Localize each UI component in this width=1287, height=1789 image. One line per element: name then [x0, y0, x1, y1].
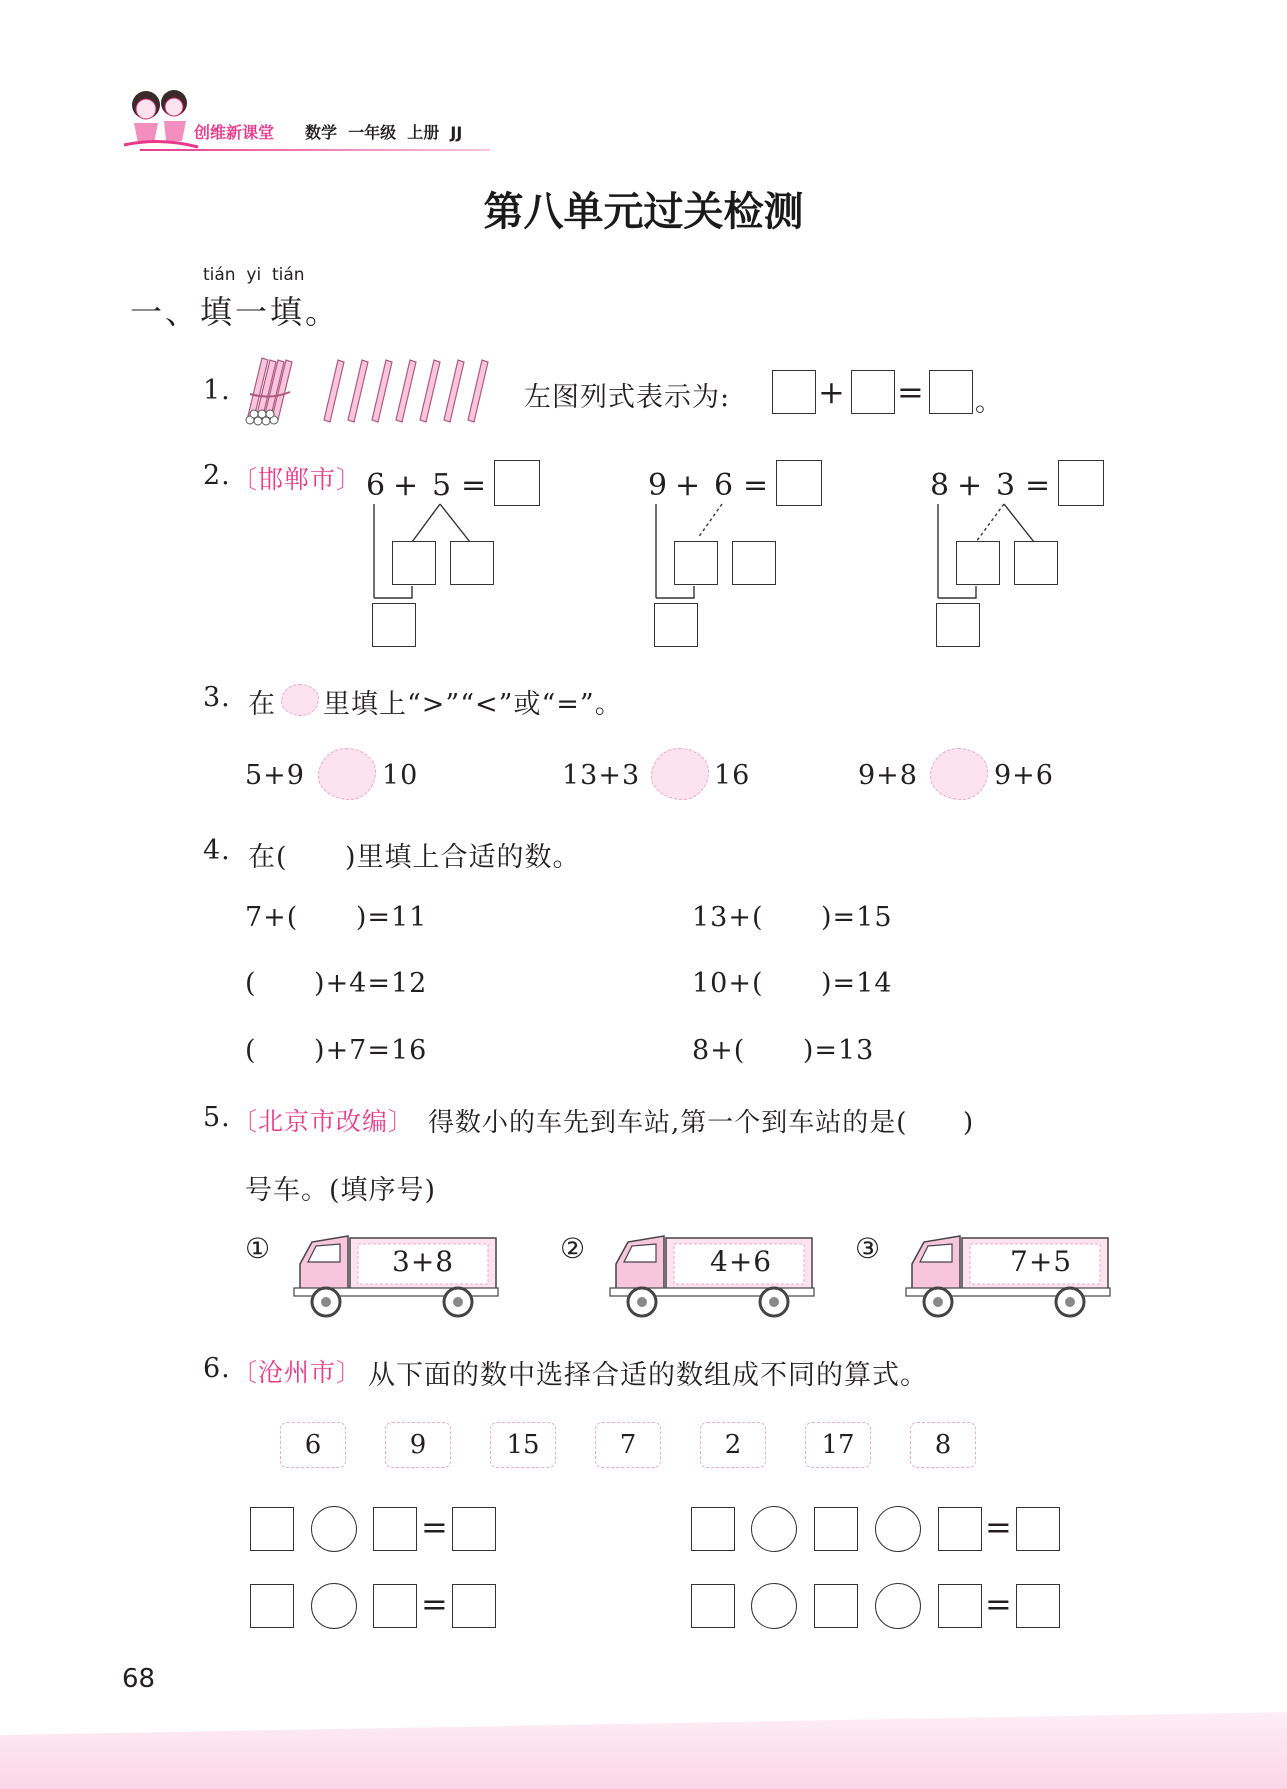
q5-text-2: 号车。(填序号) — [245, 1175, 437, 1206]
number-card-15: 15 — [490, 1422, 556, 1468]
number-card-2: 2 — [700, 1422, 766, 1468]
q5-tag: 〔北京市改编〕 — [232, 1107, 415, 1136]
q3-item-1-compare-slot[interactable] — [318, 748, 376, 800]
q2-item-2-split-box-b[interactable] — [732, 541, 776, 585]
q6-result-box[interactable] — [1016, 1584, 1060, 1628]
q6-operator-circle[interactable] — [311, 1583, 357, 1629]
q2-item-1-result-box[interactable] — [494, 460, 540, 506]
q2-item-3-eq: = — [1025, 468, 1052, 503]
q2-item-3-b: 3 — [996, 468, 1017, 503]
q6-equals: = — [985, 1508, 1013, 1546]
q4-item-2[interactable]: 13+( )=15 — [692, 902, 893, 933]
sticks-bundle-icon — [240, 352, 300, 428]
q6-box[interactable] — [814, 1507, 858, 1551]
q2-item-1-sum-box[interactable] — [372, 603, 416, 647]
q2-item-2-eq: = — [743, 468, 770, 503]
footer-band — [0, 1712, 1287, 1789]
q4-item-3[interactable]: ( )+4=12 — [245, 968, 428, 999]
q6-equals: = — [421, 1585, 449, 1623]
q3-item-3-left: 9+8 — [858, 760, 918, 791]
q4-number: 4. — [203, 835, 231, 866]
q4-item-1[interactable]: 7+( )=11 — [245, 902, 428, 933]
number-card-6: 6 — [280, 1422, 346, 1468]
q1-answer-box-2[interactable] — [851, 370, 895, 414]
q4-item-6[interactable]: 8+( )=13 — [692, 1035, 875, 1066]
q3-item-2-compare-slot[interactable] — [651, 748, 709, 800]
q3-text-post: 里填上“>”“<”或“=”。 — [323, 689, 623, 720]
q2-item-3-result-box[interactable] — [1058, 460, 1104, 506]
q6-text: 从下面的数中选择合适的数组成不同的算式。 — [368, 1360, 928, 1391]
number-card-8: 8 — [910, 1422, 976, 1468]
brand-name: 创维新课堂 — [194, 123, 275, 142]
q4-item-5[interactable]: ( )+7=16 — [245, 1035, 428, 1066]
q3-item-2-left: 13+3 — [562, 760, 641, 791]
q2-item-2-split-box-a[interactable] — [674, 541, 718, 585]
q6-tag: 〔沧州市〕 — [232, 1358, 363, 1387]
q6-box[interactable] — [691, 1584, 735, 1628]
q2-item-1-a: 6 — [366, 468, 387, 503]
q5-truck-1-expr: 3+8 — [392, 1245, 455, 1278]
q4-text: 在( )里填上合适的数。 — [248, 842, 581, 873]
q3-item-2-right: 16 — [714, 760, 751, 791]
q2-item-3-split-box-a[interactable] — [956, 541, 1000, 585]
header-rule — [140, 149, 490, 151]
q5-truck-2-expr: 4+6 — [710, 1245, 773, 1278]
q2-item-2-b: 6 — [714, 468, 735, 503]
q6-box[interactable] — [938, 1584, 982, 1628]
q6-box[interactable] — [250, 1507, 294, 1551]
q2-item-3-op: + — [957, 468, 984, 503]
single-sticks-icon — [322, 358, 494, 424]
q1-number: 1. — [203, 375, 231, 406]
q2-item-2-sum-box[interactable] — [654, 603, 698, 647]
q3-item-3-right: 9+6 — [994, 760, 1054, 791]
q6-operator-circle[interactable] — [751, 1506, 797, 1552]
q2-item-2-op: + — [675, 468, 702, 503]
q6-box[interactable] — [373, 1584, 417, 1628]
q6-result-box[interactable] — [1016, 1507, 1060, 1551]
q6-box[interactable] — [814, 1584, 858, 1628]
q2-item-1-b: 5 — [432, 468, 453, 503]
q2-item-3-sum-box[interactable] — [936, 603, 980, 647]
q3-item-1-right: 10 — [382, 760, 419, 791]
q6-equals: = — [985, 1585, 1013, 1623]
q5-text[interactable]: 得数小的车先到车站,第一个到车站的是( ) — [428, 1108, 975, 1138]
q5-truck-2-label: ② — [560, 1232, 587, 1265]
number-card-9: 9 — [385, 1422, 451, 1468]
q3-text-pre: 在 — [248, 689, 276, 720]
q5-truck-3-label: ③ — [855, 1232, 882, 1265]
q3-number: 3. — [203, 682, 231, 713]
page-title: 第八单元过关检测 — [483, 189, 804, 235]
kids-logo-icon — [120, 85, 200, 155]
q6-number: 6. — [203, 1353, 231, 1384]
q6-result-box[interactable] — [452, 1584, 496, 1628]
q1-answer-box-3[interactable] — [929, 370, 973, 414]
q6-box[interactable] — [691, 1507, 735, 1551]
q2-item-2-result-box[interactable] — [776, 460, 822, 506]
book-info: 数学 一年级 上册 JJ — [305, 123, 463, 142]
q1-plus: + — [818, 373, 846, 411]
q1-end: 。 — [975, 387, 1003, 418]
q3-item-3-compare-slot[interactable] — [930, 748, 988, 800]
q1-text: 左图列式表示为: — [524, 382, 731, 413]
q5-number: 5. — [203, 1102, 231, 1133]
q4-item-4[interactable]: 10+( )=14 — [692, 968, 893, 999]
q6-operator-circle[interactable] — [875, 1506, 921, 1552]
q2-item-1-split-box-a[interactable] — [392, 541, 436, 585]
pinyin: tián yi tián — [203, 265, 305, 285]
q2-tag: 〔邯郸市〕 — [232, 465, 363, 494]
q6-box[interactable] — [250, 1584, 294, 1628]
q1-answer-box-1[interactable] — [772, 370, 816, 414]
q5-truck-1-label: ① — [245, 1232, 272, 1265]
truck-3-icon — [902, 1228, 1112, 1320]
section-heading: 一、填一填。 — [130, 293, 341, 331]
number-card-7: 7 — [595, 1422, 661, 1468]
q2-item-2-a: 9 — [648, 468, 669, 503]
q5-truck-3-expr: 7+5 — [1010, 1245, 1073, 1278]
q2-item-3-split-box-b[interactable] — [1014, 541, 1058, 585]
q2-item-1-split-box-b[interactable] — [450, 541, 494, 585]
q6-equals: = — [421, 1508, 449, 1546]
page-number: 68 — [122, 1664, 156, 1694]
q2-item-1-op: + — [393, 468, 420, 503]
q6-operator-circle[interactable] — [751, 1583, 797, 1629]
q6-operator-circle[interactable] — [875, 1583, 921, 1629]
q1-equals: = — [897, 373, 925, 411]
q2-number: 2. — [203, 460, 231, 491]
q3-item-1-left: 5+9 — [245, 760, 305, 791]
q2-item-3-a: 8 — [930, 468, 951, 503]
q6-box[interactable] — [373, 1507, 417, 1551]
q2-item-1-eq: = — [461, 468, 488, 503]
q6-box[interactable] — [938, 1507, 982, 1551]
number-card-17: 17 — [805, 1422, 871, 1468]
q6-result-box[interactable] — [452, 1507, 496, 1551]
q3-circle-sample — [281, 684, 319, 716]
q6-operator-circle[interactable] — [311, 1506, 357, 1552]
